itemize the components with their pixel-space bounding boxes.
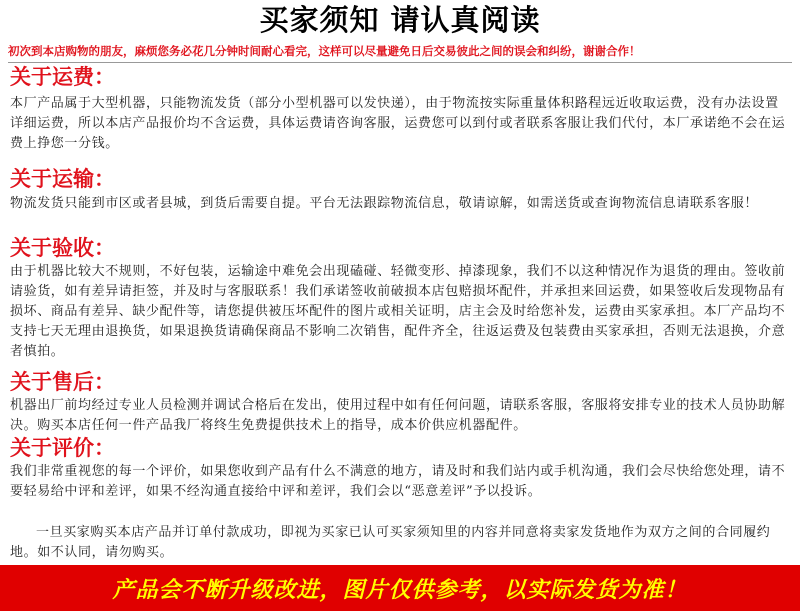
- section-heading-reviews: 关于评价：: [10, 435, 115, 460]
- section-body-reviews: 我们非常重视您的每一个评价，如果您收到产品有什么不满意的地方，请及时和我们站内或手机沟通，我们会尽快给您处理，请不要轻易给中评和差评，如果不经沟通直接给中评和差评，我们会以“恶意差评”予以投诉。: [10, 464, 786, 499]
- section-body-shipping-fee: 本厂产品属于大型机器，只能物流发货（部分小型机器可以发快递），由于物流按实际重量体积路程远近收取运费，没有办法设置详细运费，所以本店产品报价均不含运费，具体运费请咨询客服，运费您可以到付或者联系客服让我们代付，本厂承诺绝不会在运费上挣您一分钱。: [10, 96, 786, 151]
- divider: [8, 62, 792, 63]
- banner-text: 产品会不断升级改进，图片仅供参考，以实际发货为准！: [112, 576, 688, 603]
- section-body-inspection: 由于机器比较大不规则，不好包装，运输途中难免会出现磕碰、轻微变形、掉漆现象，我们不以这种情况作为退货的理由。签收前请验货，如有差异请拒签，并及时与客服联系！我们承诺签收前破损本店包赔损坏配件，并承担来回运费，如果签收后发现物品有损坏、商品有差异、缺少配件等，请您提供被压坏配件的图片或相关证明，店主会及时给您补发，运费由买家承担。本厂产品均不支持七天无理由退换货，如果退换货请确保商品不影响二次销售，配件齐全，往返运费及包装费由买家承担，否则无法退换，介意者慎拍。: [10, 264, 786, 359]
- intro-notice: 初次到本店购物的朋友，麻烦您务必花几分钟时间耐心看完，这样可以尽量避免日后交易彼此之间的误会和纠纷，谢谢合作！: [8, 44, 641, 58]
- section-body-transport: 物流发货只能到市区或者县城，到货后需要自提。平台无法跟踪物流信息，敬请谅解，如需送货或查询物流信息请联系客服！: [10, 196, 759, 211]
- section-heading-transport: 关于运输：: [10, 166, 115, 191]
- closing-statement: 一旦买家购买本店产品并订单付款成功，即视为买家已认可买家须知里的内容并同意将卖家发货地作为双方之间的合同履约地。如不认同，请勿购买。: [10, 525, 771, 560]
- section-body-after-sales: 机器出厂前均经过专业人员检测并调试合格后在发出，使用过程中如有任何问题，请联系客服，客服将安排专业的技术人员协助解决。购买本店任何一件产品我厂将终生免费提供技术上的指导，成本价供应机器配件。: [10, 398, 786, 433]
- section-heading-shipping-fee: 关于运费：: [10, 64, 115, 89]
- section-heading-after-sales: 关于售后：: [10, 369, 115, 394]
- page-title: 买家须知 请认真阅读: [259, 3, 541, 37]
- bottom-banner: [0, 565, 800, 611]
- section-heading-inspection: 关于验收：: [10, 235, 115, 260]
